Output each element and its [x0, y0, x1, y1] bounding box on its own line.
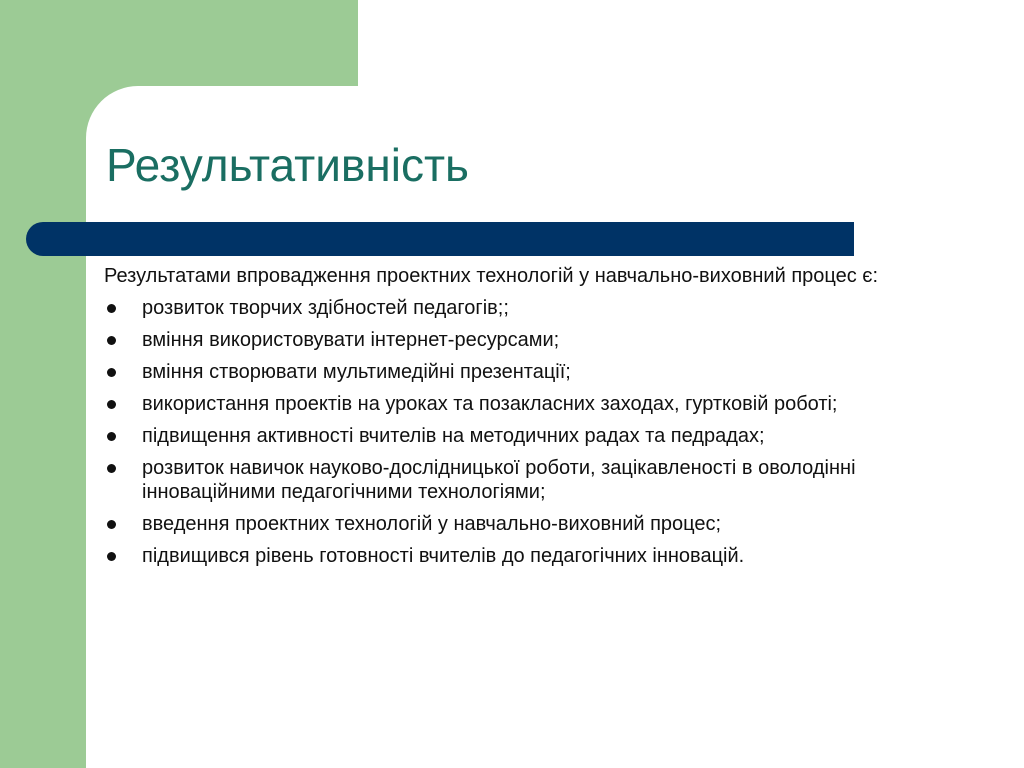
bullet-item	[104, 456, 964, 504]
bullet-text: введення проектних технологій у навчально-виховний процес;	[142, 513, 722, 535]
slide-content	[104, 264, 964, 576]
bullet-icon	[107, 520, 116, 529]
bullet-icon	[107, 552, 116, 561]
bullet-icon	[107, 432, 116, 441]
bullet-icon	[107, 336, 116, 345]
bullet-icon	[107, 304, 116, 313]
bullet-text: підвищився рівень готовності вчителів до педагогічних інновацій.	[142, 545, 745, 567]
title-underline-bar	[26, 222, 854, 256]
slide-title: Результативність	[106, 139, 469, 191]
bullet-icon	[107, 368, 116, 377]
bullet-icon	[107, 464, 116, 473]
bullet-item	[104, 392, 964, 416]
bullet-text: вміння створювати мультимедійні презентації;	[142, 361, 571, 383]
bullet-icon	[107, 400, 116, 409]
bullet-item	[104, 360, 964, 384]
bullet-text: розвиток творчих здібностей педагогів;;	[142, 297, 509, 319]
bullet-item	[104, 296, 964, 320]
bullet-text: підвищення активності вчителів на методичних радах та педрадах;	[142, 425, 765, 447]
bullet-item	[104, 424, 964, 448]
bullet-text: вміння використовувати інтернет-ресурсами;	[142, 329, 560, 351]
bullet-list	[104, 296, 964, 568]
bullet-item	[104, 512, 964, 536]
bullet-item	[104, 544, 964, 568]
bullet-text: розвиток навичок науково-дослідницької роботи, зацікавленості в оволодінні інноваційними педагогічними технологіями;	[142, 457, 856, 503]
intro-text: Результатами впровадження проектних технологій у навчально-виховний процес є:	[104, 265, 879, 287]
bullet-item	[104, 328, 964, 352]
bullet-text: використання проектів на уроках та позакласних заходах, гуртковій роботі;	[142, 393, 838, 415]
